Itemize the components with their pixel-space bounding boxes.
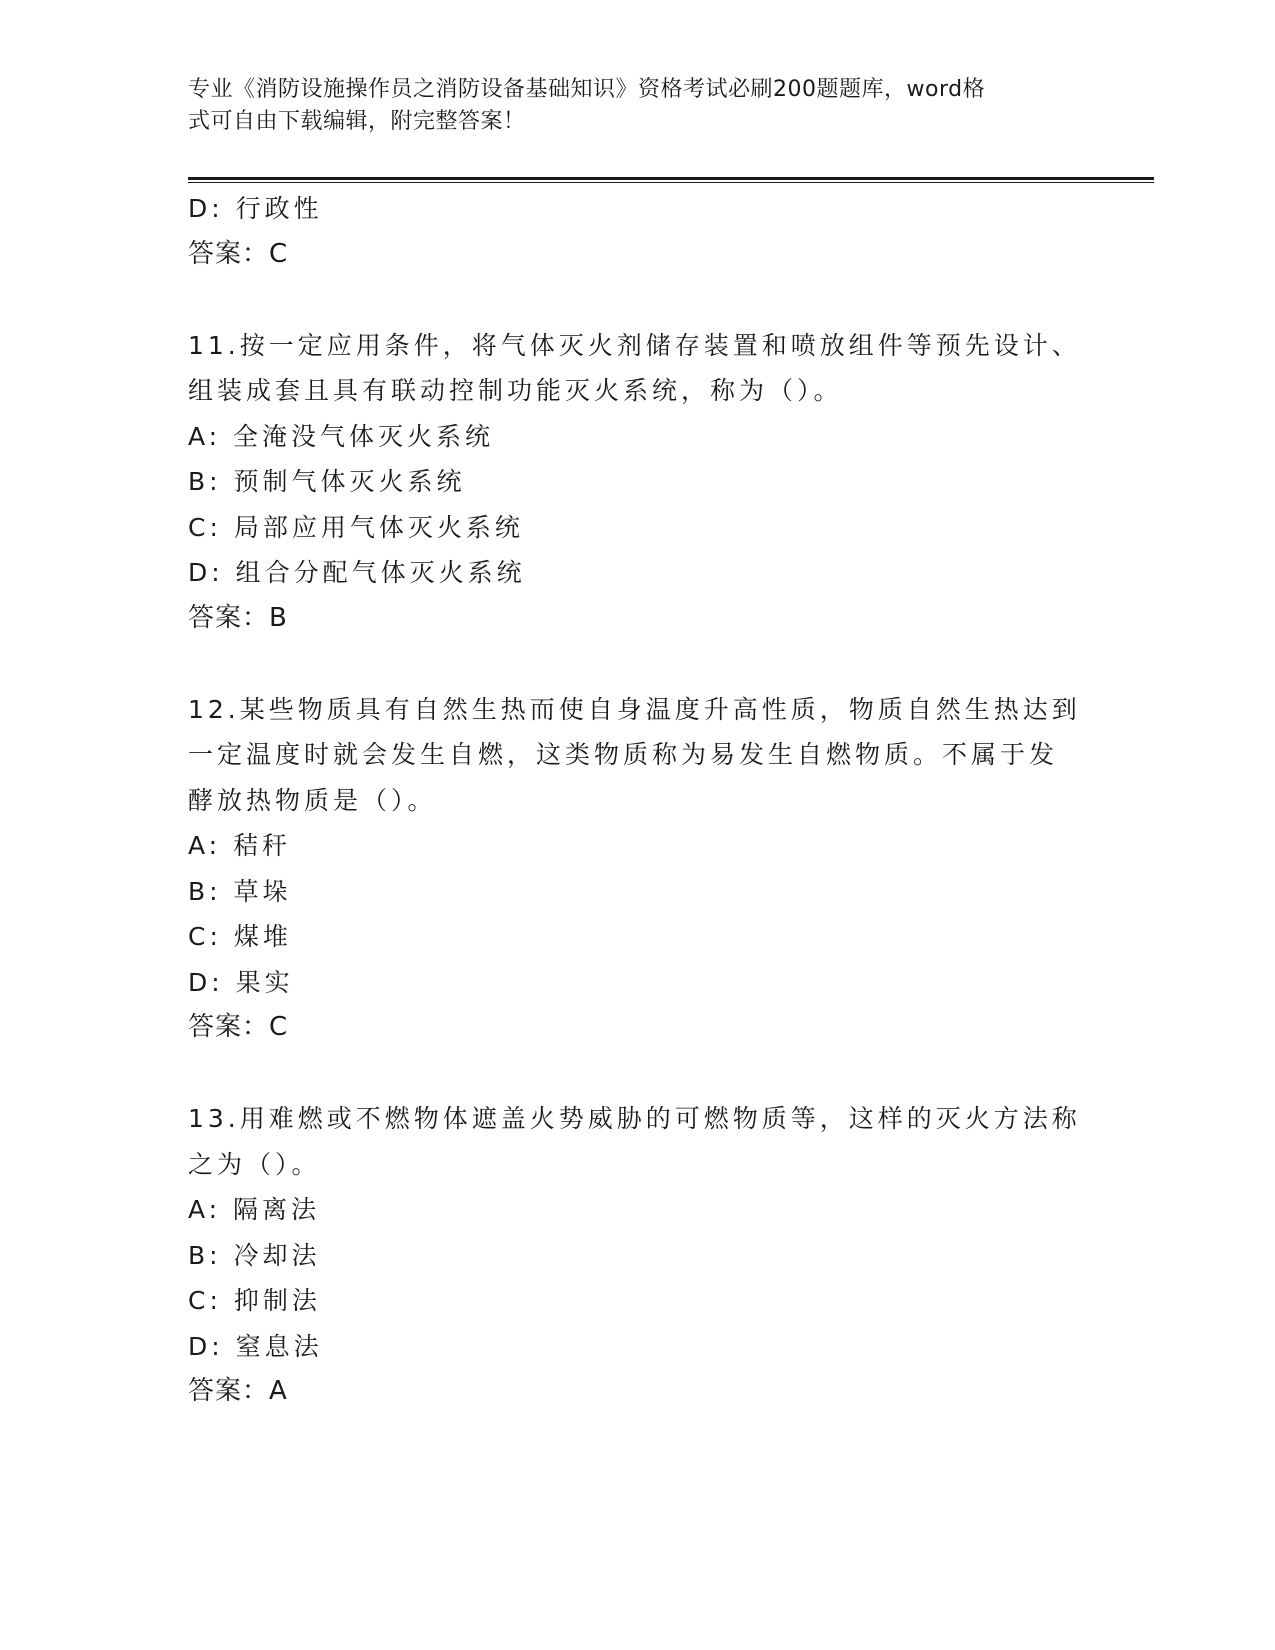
question-11-answer: 答案：B (188, 602, 288, 633)
question-13-option-c: C: 抑制法 (188, 1286, 321, 1315)
question-12-option-a: A: 秸秆 (188, 831, 292, 860)
question-11-stem-line-2: 组装成套且具有联动控制功能灭火系统，称为（）。 (188, 376, 843, 405)
spacer (188, 277, 1088, 323)
question-12-option-d: D: 果实 (188, 967, 294, 997)
question-12-stem-line-3: 酵放热物质是（）。 (188, 785, 437, 815)
prev-answer: 答案：C (188, 238, 289, 269)
header-line-1: 专业《消防设施操作员之消防设备基础知识》资格考试必刷200题题库，word格 (188, 77, 986, 102)
question-11-option-c: C: 局部应用气体灭火系统 (188, 512, 524, 542)
question-12 (188, 687, 1088, 1051)
question-11-option-b: B: 预制气体灭火系统 (188, 467, 466, 496)
question-12-answer: 答案：C (188, 1012, 289, 1042)
header-rule-thin (188, 182, 1154, 183)
question-13 (188, 1096, 1088, 1415)
prev-option-d: D: 行政性 (188, 194, 323, 223)
question-13-stem-line-1: 13.用难燃或不燃物体遮盖火势威胁的可燃物质等，这样的灭火方法称 (188, 1104, 1081, 1133)
document-header (188, 74, 1078, 138)
question-13-stem-line-2: 之为（）。 (188, 1149, 321, 1179)
question-11 (188, 323, 1088, 642)
question-12-option-c: C: 煤堆 (188, 922, 292, 951)
spacer (188, 1051, 1088, 1097)
header-line-2: 式可自由下载编辑，附完整答案！ (188, 109, 526, 134)
question-13-option-a: A: 隔离法 (188, 1195, 321, 1224)
question-11-option-a: A: 全淹没气体灭火系统 (188, 421, 495, 451)
question-12-stem-line-1: 12.某些物质具有自然生热而使自身温度升高性质，物质自然生热达到 (188, 694, 1081, 724)
question-12-option-b: B: 草垛 (188, 876, 292, 906)
question-list (188, 186, 1088, 1415)
question-11-stem-line-1: 11.按一定应用条件，将气体灭火剂储存装置和喷放组件等预先设计、 (188, 330, 1081, 360)
question-13-option-d: D: 窒息法 (188, 1331, 323, 1361)
spacer (188, 641, 1088, 687)
question-13-option-b: B: 冷却法 (188, 1240, 321, 1270)
question-12-stem-line-2: 一定温度时就会发生自燃，这类物质称为易发生自燃物质。不属于发 (188, 740, 1059, 769)
question-13-answer: 答案：A (188, 1376, 288, 1406)
header-rule-thick (188, 177, 1154, 180)
question-11-option-d: D: 组合分配气体灭火系统 (188, 558, 526, 587)
